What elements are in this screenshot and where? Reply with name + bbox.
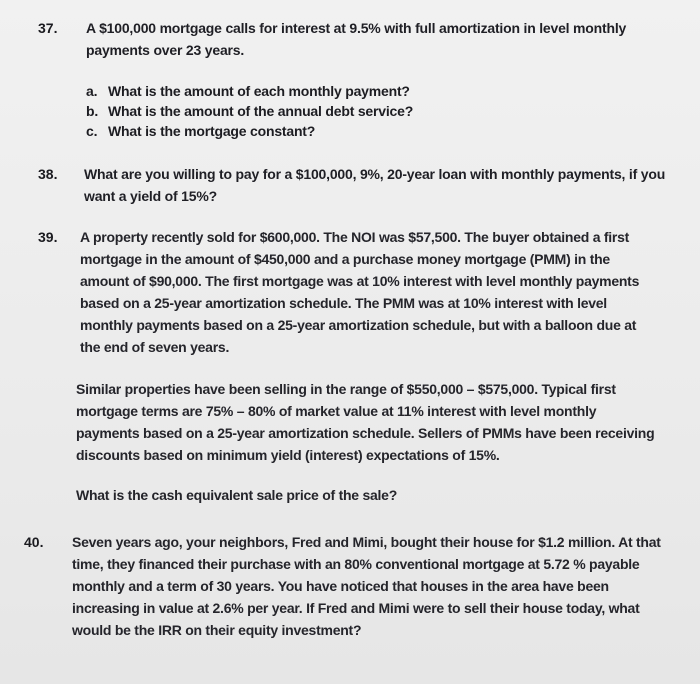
- part-text: What is the amount of the annual debt service?: [108, 103, 414, 119]
- question-number: 39.: [38, 229, 58, 245]
- question-text: A $100,000 mortgage calls for interest at 9.5% with full amortization in level monthly payments over 23 years.: [86, 20, 627, 58]
- question-number: 38.: [38, 166, 58, 182]
- question-paragraph-1: A property recently sold for $600,000. The NOI was $57,500. The buyer obtained a first mortgage in the amount of $450,000 and a purchase money mortgage (PMM) in the amount of $90,000. The first mortgage was at 10% interest with level monthly payments based on a 25-year amortization schedule. The PMM was at 10% interest with level monthly payments based on a 25-year amortization schedule, but with a balloon due at the end of seven years.: [80, 229, 640, 355]
- question-part-b: [86, 101, 413, 121]
- question-part-c: [86, 121, 315, 141]
- part-text: What is the amount of each monthly payment?: [108, 83, 410, 99]
- part-text: What is the mortgage constant?: [108, 123, 316, 139]
- question-text: Seven years ago, your neighbors, Fred and Mimi, bought their house for $1.2 million. At that time, they financed their purchase with an 80% conventional mortgage at 5.72 % payable monthly and a term of 30 years. You have noticed that houses in the area have been increasing in value at 2.6% per year. If Fred and Mimi were to sell their house today, what would be the IRR on their equity investment?: [72, 534, 661, 638]
- question-number: 37.: [38, 20, 58, 36]
- part-letter: a.: [86, 83, 98, 99]
- part-letter: c.: [86, 123, 98, 139]
- question-text: What are you willing to pay for a $100,000, 9%, 20-year loan with monthly payments, if you want a yield of 15%?: [84, 166, 666, 204]
- question-paragraph-2: Similar properties have been selling in the range of $550,000 – $575,000. Typical first mortgage terms are 75% – 80% of market value at 11% interest with level monthly payments based on a 25-year amortization schedule. Sellers of PMMs have been receiving discounts based on minimum yield (interest) expectations of 15%.: [76, 381, 655, 463]
- question-paragraph-3: What is the cash equivalent sale price of the sale?: [76, 487, 398, 503]
- question-number: 40.: [24, 534, 44, 550]
- question-part-a: [86, 81, 410, 101]
- part-letter: b.: [86, 103, 99, 119]
